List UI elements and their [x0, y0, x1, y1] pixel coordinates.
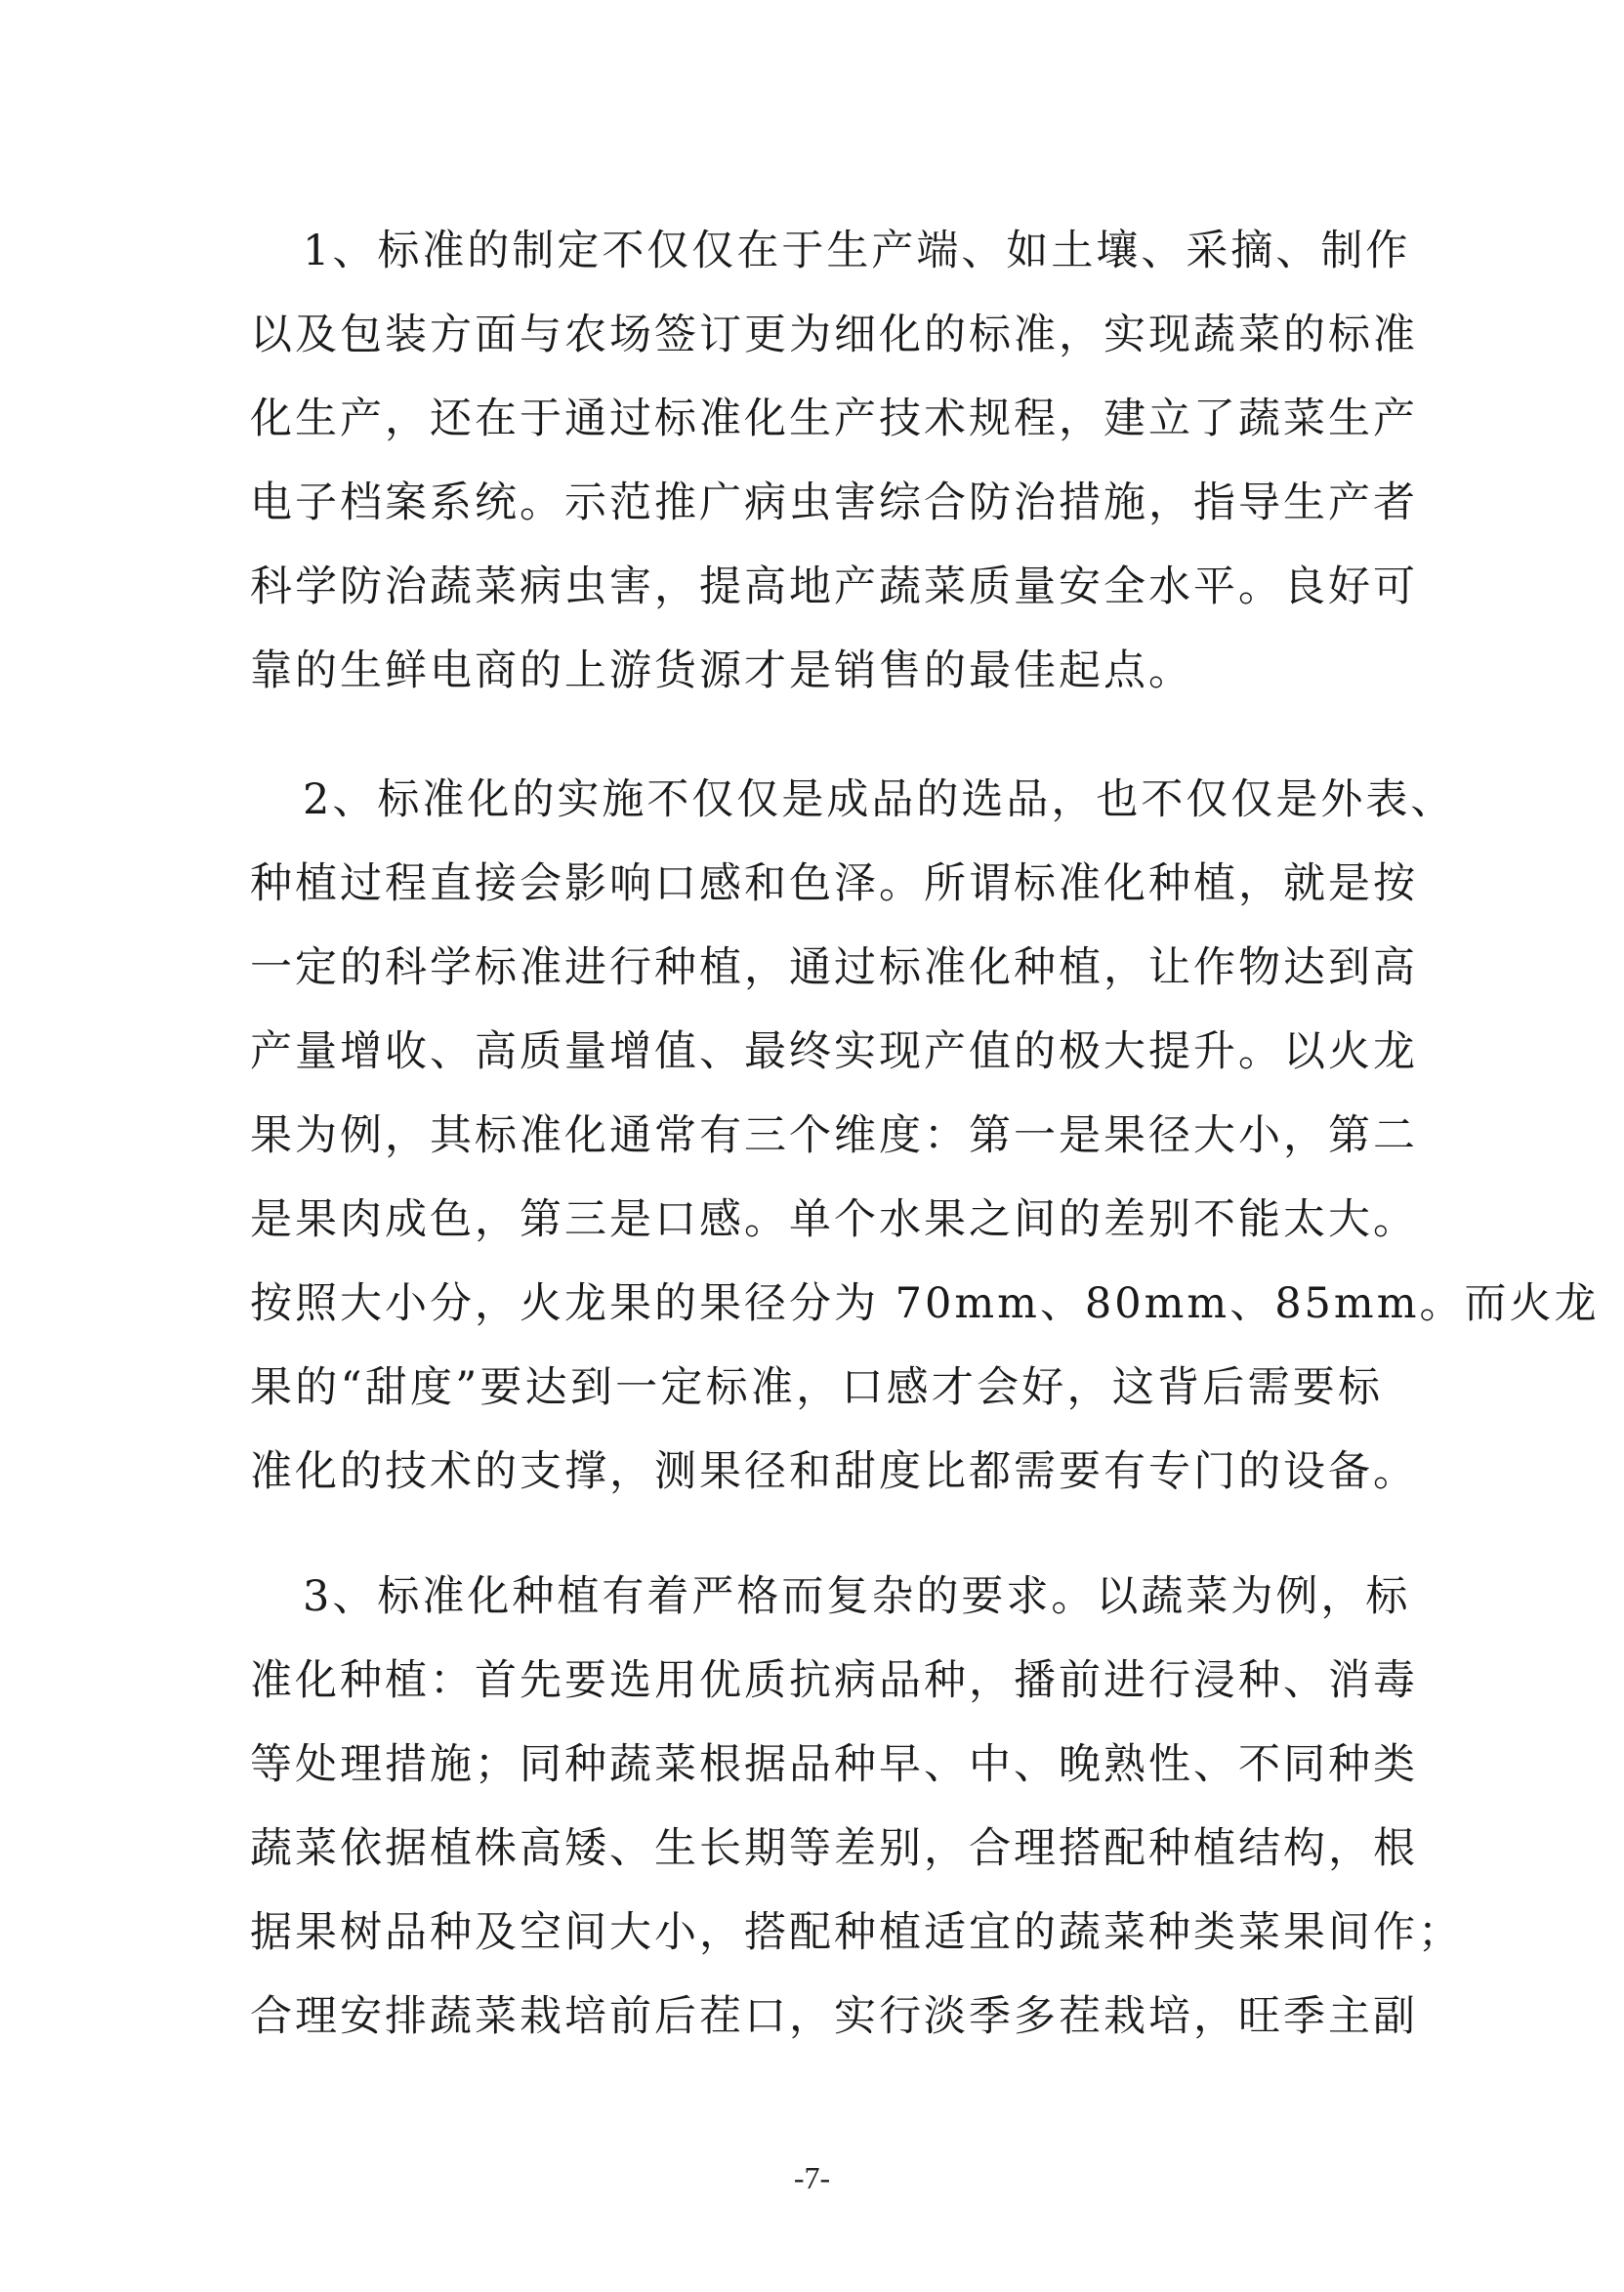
text-line: 以及包装方面与农场签订更为细化的标准，实现蔬菜的标准 — [250, 311, 1418, 359]
text-line: 化生产，还在于通过标准化生产技术规程，建立了蔬菜生产 — [250, 395, 1418, 443]
text-line: 科学防治蔬菜病虫害，提高地产蔬菜质量安全水平。良好可 — [250, 563, 1418, 611]
text-line: 等处理措施；同种蔬菜根据品种早、中、晚熟性、不同种类 — [250, 1740, 1418, 1789]
text-line: 准化种植：首先要选用优质抗病品种，播前进行浸种、消毒 — [250, 1656, 1418, 1705]
text-line: 按照大小分，火龙果的果径分为 70mm、80mm、85mm。而火龙 — [250, 1279, 1600, 1328]
text-line: 电子档案系统。示范推广病虫害综合防治措施，指导生产者 — [250, 479, 1418, 527]
text-line: 种植过程直接会影响口感和色泽。所谓标准化种植，就是按 — [250, 859, 1418, 908]
text-line: 是果肉成色，第三是口感。单个水果之间的差别不能太大。 — [250, 1195, 1418, 1244]
paragraph-1 — [250, 209, 1418, 713]
paragraph-2 — [250, 758, 1600, 1514]
page-number: -7- — [793, 2160, 831, 2195]
text-line: 一定的科学标准进行种植，通过标准化种植，让作物达到高 — [250, 943, 1418, 992]
paragraph-3 — [250, 1555, 1463, 2059]
text-line: 蔬菜依据植株高矮、生长期等差别，合理搭配种植结构，根 — [250, 1824, 1418, 1873]
text-line: 3、标准化种植有着严格而复杂的要求。以蔬菜为例，标 — [303, 1572, 1411, 1621]
text-line: 2、标准化的实施不仅仅是成品的选品，也不仅仅是外表、 — [303, 775, 1456, 824]
text-line: 果的“甜度”要达到一定标准，口感才会好，这背后需要标 — [250, 1363, 1383, 1412]
text-line: 准化的技术的支撑，测果径和甜度比都需要有专门的设备。 — [250, 1447, 1418, 1496]
text-line: 靠的生鲜电商的上游货源才是销售的最佳起点。 — [250, 646, 1193, 695]
text-line: 1、标准的制定不仅仅在于生产端、如土壤、采摘、制作 — [303, 227, 1411, 275]
text-line: 据果树品种及空间大小，搭配种植适宜的蔬菜种类菜果间作； — [250, 1908, 1463, 1957]
text-line: 产量增收、高质量增值、最终实现产值的极大提升。以火龙 — [250, 1027, 1418, 1076]
text-line: 合理安排蔬菜栽培前后茬口，实行淡季多茬栽培，旺季主副 — [250, 1992, 1418, 2041]
text-line: 果为例，其标准化通常有三个维度：第一是果径大小，第二 — [250, 1111, 1418, 1160]
